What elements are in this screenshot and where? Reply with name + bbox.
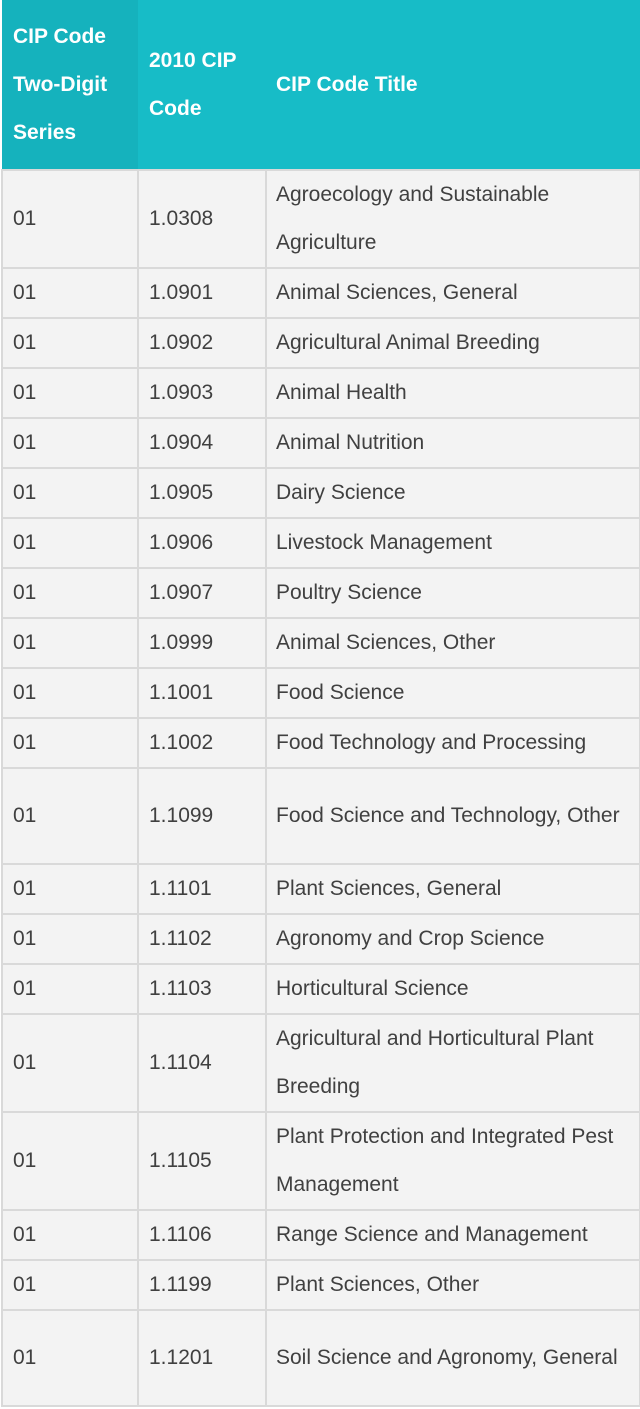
cell-code: 1.0903 xyxy=(138,368,266,418)
table-row xyxy=(2,1210,640,1260)
cell-title: Soil Science and Agronomy, General xyxy=(266,1310,640,1406)
cell-code: 1.1105 xyxy=(138,1112,266,1210)
cell-series: 01 xyxy=(2,768,138,864)
table-header xyxy=(2,0,640,170)
cell-title: Plant Protection and Integrated Pest Management xyxy=(266,1112,640,1210)
table-row xyxy=(2,518,640,568)
cell-series: 01 xyxy=(2,1112,138,1210)
cell-code: 1.0907 xyxy=(138,568,266,618)
table-row xyxy=(2,1014,640,1112)
cell-title: Animal Health xyxy=(266,368,640,418)
cell-series: 01 xyxy=(2,468,138,518)
cell-code: 1.1102 xyxy=(138,914,266,964)
cell-series: 01 xyxy=(2,268,138,318)
cell-code: 1.1201 xyxy=(138,1310,266,1406)
cell-code: 1.1099 xyxy=(138,768,266,864)
cell-title: Agricultural Animal Breeding xyxy=(266,318,640,368)
table-row xyxy=(2,368,640,418)
table-row xyxy=(2,170,640,268)
cell-title: Animal Sciences, General xyxy=(266,268,640,318)
cell-series: 01 xyxy=(2,618,138,668)
cell-code: 1.0906 xyxy=(138,518,266,568)
cell-title: Plant Sciences, Other xyxy=(266,1260,640,1310)
cell-series: 01 xyxy=(2,1210,138,1260)
table-row xyxy=(2,864,640,914)
header-series: CIP Code Two-Digit Series xyxy=(2,0,138,170)
cell-code: 1.1199 xyxy=(138,1260,266,1310)
cell-title: Agroecology and Sustainable Agriculture xyxy=(266,170,640,268)
cell-title: Food Technology and Processing xyxy=(266,718,640,768)
cell-code: 1.0904 xyxy=(138,418,266,468)
table-row xyxy=(2,914,640,964)
table-row xyxy=(2,718,640,768)
header-title: CIP Code Title xyxy=(266,0,640,170)
cell-title: Food Science xyxy=(266,668,640,718)
cell-title: Agricultural and Horticultural Plant Breeding xyxy=(266,1014,640,1112)
cell-series: 01 xyxy=(2,914,138,964)
cell-series: 01 xyxy=(2,964,138,1014)
cell-series: 01 xyxy=(2,368,138,418)
cell-title: Poultry Science xyxy=(266,568,640,618)
cell-title: Animal Nutrition xyxy=(266,418,640,468)
cell-code: 1.1001 xyxy=(138,668,266,718)
table-row xyxy=(2,318,640,368)
table-row xyxy=(2,668,640,718)
table-row xyxy=(2,1310,640,1406)
table-row xyxy=(2,468,640,518)
header-row xyxy=(2,0,640,170)
table-body xyxy=(2,170,640,1406)
cell-series: 01 xyxy=(2,170,138,268)
cell-series: 01 xyxy=(2,718,138,768)
cell-series: 01 xyxy=(2,1014,138,1112)
cell-title: Animal Sciences, Other xyxy=(266,618,640,668)
table-row xyxy=(2,418,640,468)
table-row xyxy=(2,964,640,1014)
cell-code: 1.1002 xyxy=(138,718,266,768)
header-code: 2010 CIP Code xyxy=(138,0,266,170)
cell-series: 01 xyxy=(2,668,138,718)
cell-code: 1.1103 xyxy=(138,964,266,1014)
cell-code: 1.0308 xyxy=(138,170,266,268)
cell-code: 1.1106 xyxy=(138,1210,266,1260)
cell-title: Plant Sciences, General xyxy=(266,864,640,914)
cell-title: Horticultural Science xyxy=(266,964,640,1014)
cell-title: Food Science and Technology, Other xyxy=(266,768,640,864)
table-row xyxy=(2,1260,640,1310)
cell-code: 1.1104 xyxy=(138,1014,266,1112)
cell-series: 01 xyxy=(2,568,138,618)
cell-series: 01 xyxy=(2,318,138,368)
cell-code: 1.0902 xyxy=(138,318,266,368)
cip-code-table xyxy=(1,0,640,1407)
cell-code: 1.0905 xyxy=(138,468,266,518)
cell-title: Dairy Science xyxy=(266,468,640,518)
table-row xyxy=(2,568,640,618)
table-row xyxy=(2,268,640,318)
cell-code: 1.1101 xyxy=(138,864,266,914)
table-row xyxy=(2,1112,640,1210)
cell-series: 01 xyxy=(2,418,138,468)
cell-title: Agronomy and Crop Science xyxy=(266,914,640,964)
cell-code: 1.0901 xyxy=(138,268,266,318)
cell-series: 01 xyxy=(2,1310,138,1406)
cell-series: 01 xyxy=(2,1260,138,1310)
cell-title: Livestock Management xyxy=(266,518,640,568)
table-row xyxy=(2,618,640,668)
cell-code: 1.0999 xyxy=(138,618,266,668)
cell-series: 01 xyxy=(2,518,138,568)
table-row xyxy=(2,768,640,864)
cell-series: 01 xyxy=(2,864,138,914)
cell-title: Range Science and Management xyxy=(266,1210,640,1260)
